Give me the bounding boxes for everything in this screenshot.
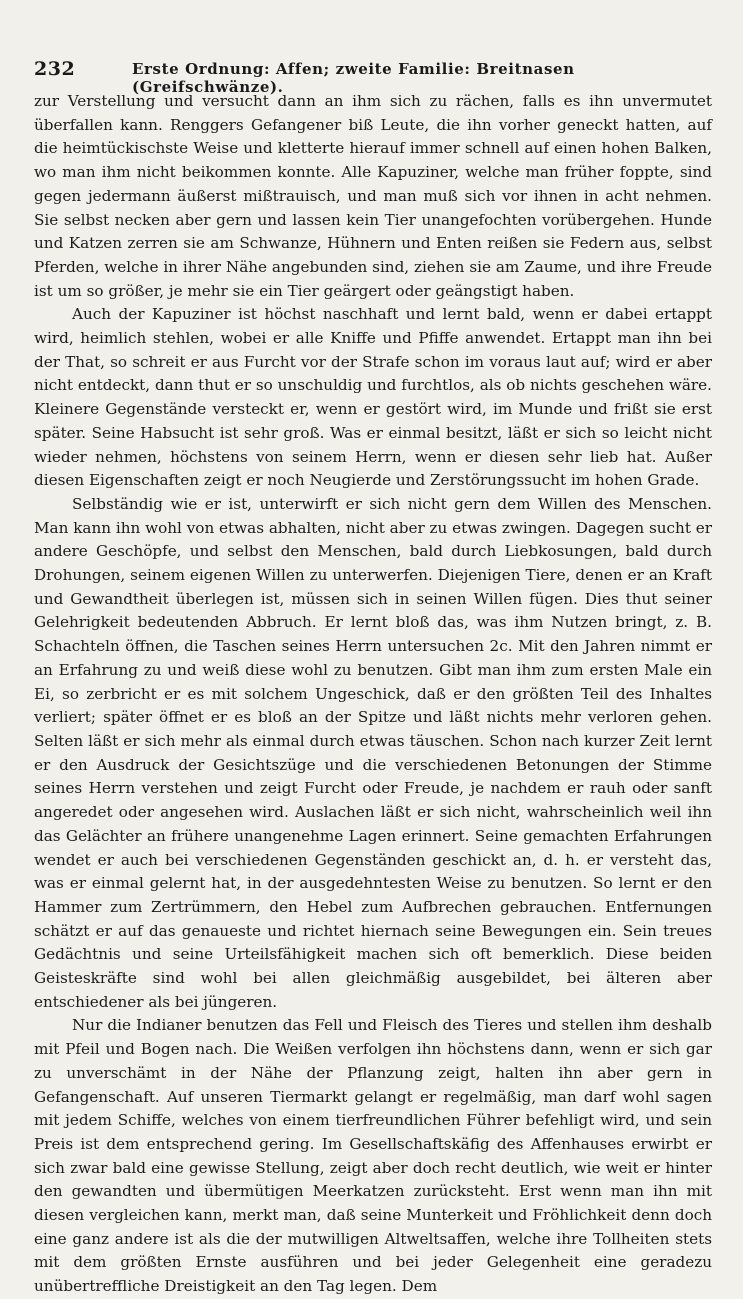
paragraph: Selbständig wie er ist, unterwirft er sich nicht gern dem Willen des Menschen. Man kann ihn wohl von etwas abhalten, nicht aber zu etwas zwingen. Dagegen sucht er andere Geschöpfe, und selbst den Menschen, bald durch Liebkosungen, bald durch Drohungen, seinem eigenen Willen zu unterwerfen. Diejenigen Tiere, denen er an Kraft und Gewandtheit überlegen ist, müssen sich in seinen Willen fügen. Dies thut seiner Gelehrigkeit bedeutenden Abbruch. Er lernt bloß das, was ihm Nutzen bringt, z. B. Schachteln öffnen, die Taschen seines Herrn untersuchen 2c. Mit den Jahren nimmt er an Erfahrung zu und weiß diese wohl zu benutzen. Gibt man ihm zum ersten Male ein Ei, so zerbricht er es mit solchem Ungeschick, daß er den größten Teil des Inhaltes verliert; später öffnet er es bloß an der Spitze und läßt nichts mehr verloren gehen. Selten läßt er sich mehr als einmal durch etwas täuschen. Schon nach kurzer Zeit lernt er den Ausdruck der Gesichtszüge und die verschiedenen Betonungen der Stimme seines Herrn verstehen und zeigt Furcht oder Freude, je nachdem er rauh oder sanft angeredet oder angesehen wird. Auslachen läßt er sich nicht, wahrscheinlich weil ihn das Gelächter an frühere unangenehme Lagen erinnert. Seine gemachten Erfahrungen wendet er auch bei verschiedenen Gegenständen geschickt an, d. h. er versteht das, was er einmal gelernt hat, in der ausgedehntesten Weise zu benutzen. So lernt er den Hammer zum Zertrümmern, den Hebel zum Aufbrechen gebrauchen. Entfernungen schätzt er auf das genaueste und richtet hiernach seine Bewegungen ein. Sein treues Gedächtnis und seine Urteilsfähigkeit machen sich oft bemerklich. Diese beiden Geisteskräfte sind wohl bei allen gleichmäßig ausgebildet, bei älteren aber entschiedener als bei jüngeren. bbox=[34, 494, 712, 1011]
paragraph: Auch der Kapuziner ist höchst naschhaft und lernt bald, wenn er dabei ertappt wird, heimlich stehlen, wobei er alle Kniffe und Pfiffe anwendet. Ertappt man ihn bei der That, so schreit er aus Furcht vor der Strafe schon im voraus laut auf; wird er aber nicht entdeckt, dann thut er so unschuldig und furchtlos, als ob nichts geschehen wäre. Kleinere Gegenstände versteckt er, wenn er gestört wird, im Munde und frißt sie erst später. Seine Habsucht ist sehr groß. Was er einmal besitzt, läßt er sich so leicht nicht wieder nehmen, höchstens von seinem Herrn, wenn er diesen sehr lieb hat. Außer diesen Eigenschaften zeigt er noch Neugierde und Zerstörungssucht im hohen Grade. bbox=[34, 305, 712, 490]
running-head: Erste Ordnung: Affen; zweite Familie: Breitnasen (Greifschwänze). bbox=[132, 60, 575, 96]
paragraph: Nur die Indianer benutzen das Fell und Fleisch des Tieres und stellen ihm deshalb mit Pfeil und Bogen nach. Die Weißen verfolgen ihn höchstens dann, wenn er sich gar zu unverschämt in der Nähe der Pflanzung zeigt, halten ihn aber gern in Gefangenschaft. Auf unseren Tiermarkt gelangt er regelmäßig, man darf wohl sagen mit jedem Schiffe, welches von einem tierfreundlichen Führer befehligt wird, und sein Preis ist dem entsprechend gering. Im Gesellschaftskäfig des Affenhauses erwirbt er sich zwar bald eine gewisse Stellung, zeigt aber doch recht deutlich, wie weit er hinter den gewandten und übermütigen Meerkatzen zurücksteht. Erst wenn man ihn mit diesen vergleichen kann, merkt man, daß seine Munterkeit und Fröhlichkeit denn doch eine ganz andere ist als die der mutwilligen Altweltsaffen, welche ihre Tollheiten stets mit dem größten Ernste ausführen und bei jeder Gelegenheit eine geradezu unübertreffliche Dreistigkeit an den Tag legen. Dem bbox=[34, 1016, 712, 1296]
page-header bbox=[34, 58, 714, 96]
body-text bbox=[34, 90, 712, 1299]
paragraph: zur Verstellung und versucht dann an ihm sich zu rächen, falls es ihn unvermutet überfallen kann. Renggers Gefangener biß Leute, die ihn vorher geneckt hatten, auf die heimtückischste Weise und kletterte hierauf immer schnell auf einen hohen Balken, wo man ihm nicht beikommen konnte. Alle Kapuziner, welche man früher foppte, sind gegen jedermann äußerst mißtrauisch, und man muß sich vor ihnen in acht nehmen. Sie selbst necken aber gern und lassen kein Tier unangefochten vorübergehen. Hunde und Katzen zerren sie am Schwanze, Hühnern und Enten reißen sie Federn aus, selbst Pferden, welche in ihrer Nähe angebunden sind, ziehen sie am Zaume, und ihre Freude ist um so größer, je mehr sie ein Tier geärgert oder geängstigt haben. bbox=[34, 92, 712, 300]
page-number: 232 bbox=[34, 58, 76, 80]
